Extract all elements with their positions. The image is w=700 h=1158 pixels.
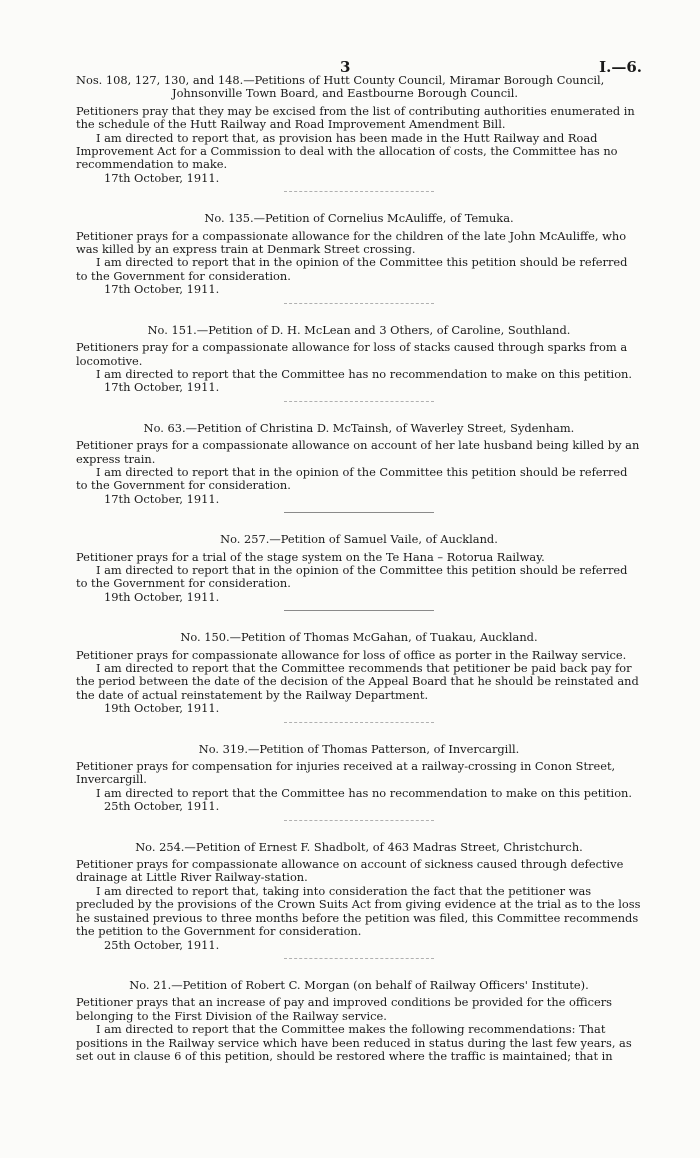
committee-report: I am directed to report that the Committee has no recommendation to make on this petition.: [96, 785, 633, 800]
petition-entry: [76, 631, 642, 715]
petition-request: Petitioner prays that an increase of pay and improved conditions be provided for the officers belonging to the First Division of the Railway service.: [76, 995, 613, 1023]
report-date: 19th October, 1911.: [104, 589, 220, 604]
petition-entry: [76, 422, 642, 506]
petition-heading: No. 151.—Petition of D. H. McLean and 3 Others, of Caroline, Southland.: [147, 322, 571, 337]
report-date: 17th October, 1911.: [104, 170, 220, 185]
petition-request: Petitioner prays for compassionate allowance for loss of office as porter in the Railway service.: [76, 647, 627, 662]
section-divider: [284, 401, 434, 402]
petition-heading: No. 135.—Petition of Cornelius McAuliffe, of Temuka.: [204, 211, 514, 226]
committee-report: I am directed to report that the Committee has no recommendation to make on this petition.: [96, 366, 633, 381]
petition-entry: [76, 324, 642, 395]
petition-request: Petitioner prays for compensation for injuries received at a railway-crossing in Conon Street, Invercargill.: [76, 759, 616, 787]
section-divider: [284, 610, 434, 611]
petition-heading: No. 150.—Petition of Thomas McGahan, of Tuakau, Auckland.: [180, 630, 538, 645]
section-divider: [284, 958, 434, 959]
committee-report: I am directed to report that the Committee recommends that petitioner be paid back pay for the period between the date of the decision of the Appeal Board that he should be reinstated and the date of actual reinstatement by the Railway Department.: [76, 661, 639, 702]
petition-heading: No. 63.—Petition of Christina D. McTainsh, of Waverley Street, Sydenham.: [143, 420, 575, 435]
petition-request: Petitioner prays for a trial of the stage system on the Te Hana – Rotorua Railway.: [76, 549, 545, 564]
petition-heading: No. 21.—Petition of Robert C. Morgan (on behalf of Railway Officers' Institute).: [129, 977, 589, 992]
report-date: 25th October, 1911.: [104, 799, 220, 814]
petition-request: Petitioner prays for a compassionate allowance for the children of the late John McAuliffe, who was killed by an express train at Denmark Street crossing.: [76, 228, 627, 257]
petition-entry: [76, 979, 642, 1063]
page-reference: I.—6.: [599, 58, 642, 76]
committee-report: I am directed to report that in the opinion of the Committee this petition should be referred to the Government for consideration.: [76, 562, 628, 591]
petition-entry: [76, 841, 642, 952]
petition-entry: [76, 74, 642, 185]
report-date: 17th October, 1911.: [104, 491, 220, 506]
report-date: 19th October, 1911.: [104, 701, 220, 716]
report-date: 17th October, 1911.: [104, 282, 220, 297]
committee-report: I am directed to report that in the opinion of the Committee this petition should be referred to the Government for consideration.: [76, 255, 628, 283]
petition-request: Petitioner prays for compassionate allowance on account of sickness caused through defective drainage at Little River Railway-station.: [76, 857, 624, 885]
petition-entry: [76, 533, 642, 604]
section-divider: [284, 303, 434, 304]
committee-report: I am directed to report that in the opinion of the Committee this petition should be referred to the Government for consideration.: [76, 464, 628, 493]
petition-request: Petitioners pray that they may be excised from the list of contributing authorities enumerated in the schedule of the Hutt Railway and Road Improvement Amendment Bill.: [76, 103, 635, 132]
section-divider: [284, 820, 434, 821]
petition-entry: [76, 212, 642, 296]
petition-heading: No. 254.—Petition of Ernest F. Shadbolt, of 463 Madras Street, Christchurch.: [135, 839, 583, 854]
petition-heading: Nos. 108, 127, 130, and 148.—Petitions of Hutt County Council, Miramar Borough Council,: [76, 73, 605, 87]
page-number: 3: [340, 58, 351, 76]
petition-heading-continued: Johnsonville Town Board, and Eastbourne Borough Council.: [172, 86, 518, 101]
section-divider: [284, 512, 434, 513]
committee-report: I am directed to report that, taking into consideration the fact that the petitioner was precluded by the provisions of the Crown Suits Act from giving evidence at the trial as to the loss he sustained previous to three months before the petition was filed, this Committee recommends the petition to the Government for consideration.: [76, 883, 641, 939]
petition-entry: [76, 743, 642, 814]
petition-request: Petitioners pray for a compassionate allowance for loss of stacks caused through sparks from a locomotive.: [76, 340, 628, 368]
petition-request: Petitioner prays for a compassionate allowance on account of her late husband being killed by an express train.: [76, 438, 640, 466]
petition-heading: No. 319.—Petition of Thomas Patterson, of Invercargill.: [198, 741, 520, 756]
section-divider: [284, 722, 434, 723]
committee-report: I am directed to report that the Committee makes the following recommendations: That positions in the Railway service which have been reduced in status during the last few years, as set out in clause 6 of this petition, should be restored where the traffic is maintained; that in: [76, 1022, 632, 1063]
report-date: 17th October, 1911.: [104, 380, 220, 395]
report-date: 25th October, 1911.: [104, 937, 220, 952]
committee-report: I am directed to report that, as provision has been made in the Hutt Railway and Road Improvement Act for a Commission to deal with the allocation of costs, the Committee has no recommendation to make.: [76, 130, 618, 172]
petition-heading: No. 257.—Petition of Samuel Vaile, of Auckland.: [220, 532, 498, 547]
section-divider: [284, 191, 434, 192]
